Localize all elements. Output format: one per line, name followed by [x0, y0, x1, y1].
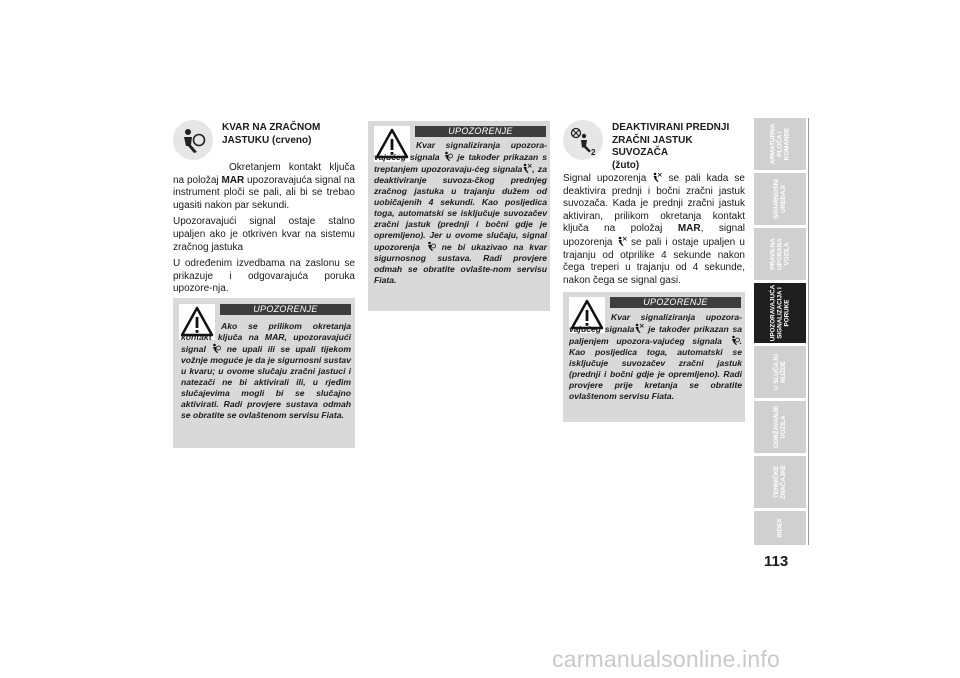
tab-label: U SLUČAJU NUŽDE	[773, 353, 787, 391]
warning-box	[368, 121, 550, 311]
page-number: 113	[764, 553, 789, 570]
tab-label: TEHNIČKE ZNAČAJKE	[773, 464, 787, 500]
heading-line: KVAR NA ZRAČNOM	[222, 122, 321, 133]
airbag-failure-heading	[222, 122, 362, 147]
paragraph: Signal upozorenja se pali kada se deaktivira prednji i bočni zračni jastuk suvozača. Kada je prednji zračni jastuk aktiviran, prilikom okretanja kontakt ključa na položaj MAR, signal upozorenja se pali i ostaje upaljen u trajanju od otprilike 4 sekunde nakon čega treperi u trajanju od 4 sekunde, nakon čega se signal gasi.	[563, 173, 745, 286]
airbag-icon	[211, 343, 221, 353]
tab-emergency[interactable]	[754, 346, 806, 398]
warning-box	[173, 298, 355, 448]
passenger-airbag-off-icon	[634, 323, 644, 333]
airbag-icon	[443, 151, 453, 161]
tab-label: ODRŽAVANJE VOZILA	[773, 405, 787, 449]
warning-box	[563, 292, 745, 422]
heading-line: (žuto)	[612, 159, 640, 171]
passenger-airbag-off-icon	[652, 172, 662, 182]
tab-label: INDEX	[776, 518, 784, 538]
warning-title: UPOZORENJE	[415, 126, 546, 137]
tab-correct-use[interactable]	[754, 228, 806, 280]
tab-label: ARMATURNA PLOČA I KOMANDE	[769, 123, 791, 165]
passenger-airbag-off-icon	[563, 120, 603, 160]
airbag-failure-icon	[173, 120, 213, 160]
tab-dashboard-controls[interactable]	[754, 118, 806, 170]
airbag-failure-text	[173, 162, 355, 300]
warning-text: Ako se prilikom okretanja kontakt ključa na MAR, upozoravajući signal ne upali ili se upali tijekom vožnje moguće je da je sigurnosni sustav u kvaru; u ovome slučaju zračni jastuci i natezači ne bi aktivirali ili, u rjeđim slučajevima mogli bi se slučajno aktivirati. Radi provjere sustava odmah se obratite se ovlaštenom servisu Fiata.	[181, 321, 351, 420]
heading-line: DEAKTIVIRANI PREDNJI	[612, 122, 730, 133]
tab-label: SIGURNOSNI UREĐAJI	[773, 179, 787, 219]
passenger-airbag-off-icon	[522, 163, 532, 173]
passenger-airbag-heading	[612, 122, 752, 172]
heading-line: ZRAČNI JASTUK	[612, 134, 693, 146]
tab-safety-devices[interactable]	[754, 173, 806, 225]
airbag-icon	[426, 241, 436, 251]
paragraph: U određenim izvedbama na zaslonu se prikazuje i odgovarajuća poruka upozore-nja.	[173, 258, 355, 295]
warning-text: Kvar signaliziranja upozora-vajućeg signala je također prikazan s treptanjem upozoravaju-ćeg signala , za deaktiviranje suvoza-čkog prednjeg zračnog jastuka u trajanju dužem od uobičajenih 4 sekundi. Kao posljedica toga, automatski se isključuje suvozačev zračni jastuk (prednji i bočni gdje je opremljeno). Jer u ovome slučaju, signal upozorenja ne bi ukazivao na kvar sigurnosnog sustava. Radi provjere odmah se obratite ovlašte-nom servisu Fiata.	[374, 140, 547, 285]
paragraph: Okretanjem kontakt ključa na položaj MAR upozoravajuća signal na instrument ploči se pali, ali bi se trebao ugasiti nakon par sekundi.	[173, 162, 355, 211]
heading-line: JASTUKU (crveno)	[222, 134, 312, 146]
tab-label: UPOZORAVAJUĆA SIGNALIZACIJA I PORUKE	[769, 284, 791, 342]
tab-label: PRAVILNA UPORABA VOZILA	[769, 238, 791, 270]
tab-maintenance[interactable]	[754, 401, 806, 453]
svg-text:2: 2	[591, 148, 596, 156]
watermark: carmanualsonline.info	[552, 646, 780, 672]
heading-line: SUVOZAČA	[612, 147, 669, 159]
passenger-airbag-text	[563, 172, 745, 291]
warning-title: UPOZORENJE	[610, 297, 741, 308]
passenger-airbag-off-icon	[617, 236, 627, 246]
warning-title: UPOZORENJE	[220, 304, 351, 315]
paragraph: Upozoravajući signal ostaje stalno upaljen ako je otkriven kvar na sistemu zračnog jastuka	[173, 216, 355, 253]
tab-warning-lights[interactable]	[754, 283, 806, 343]
warning-text: Kvar signaliziranja upozora-vajućeg signala je također prikazan sa paljenjem upozora-vajućeg signala . Kao posljedica toga, automatski se isključuje suvozačev zračni jastuk (prednji i bočni gdje je opremljeno). Radi provjere prije kretanja se obratite ovlaštenom servisu Fiata.	[569, 312, 742, 401]
tab-divider	[808, 118, 809, 545]
tab-index[interactable]	[754, 511, 806, 545]
airbag-icon	[730, 335, 740, 345]
